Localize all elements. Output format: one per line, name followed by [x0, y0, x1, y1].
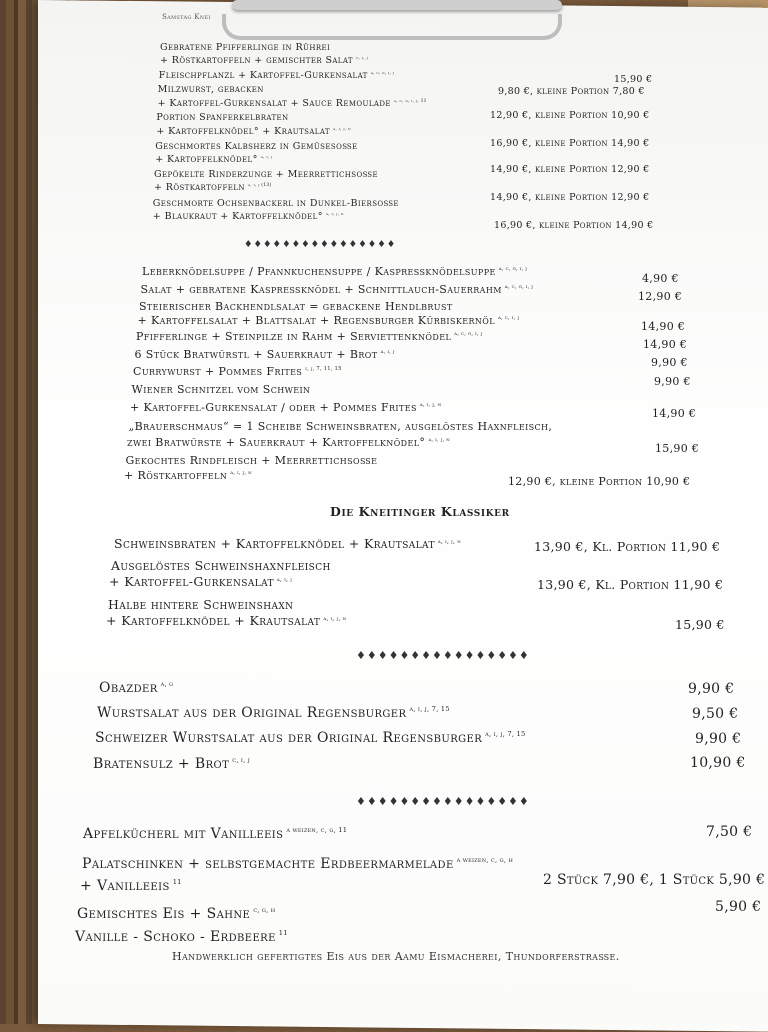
klassiker-1-text: Schweinsbraten + Kartoffelknödel + Krautsalat [114, 536, 435, 551]
dish2-8-text: Wiener Schnitzel vom Schwein [131, 383, 311, 396]
dish-2-line-1 [159, 70, 394, 81]
dish-4-line-1-text: Portion Spanferkelbraten [156, 112, 289, 123]
dish2-5-text: Pfifferlinge + Steinpilze in Rahm + Serviettenknödel [136, 330, 452, 343]
dish2-12 [126, 454, 378, 467]
dish-7-line-1-text: Geschmorte Ochsenbackerl in Dunkel-Biersoße [152, 198, 399, 209]
dessert-2-allergens: a weizen, c, g, h [456, 856, 514, 865]
dish-3-line-2 [158, 98, 427, 109]
dish2-1-price: 4,90 € [642, 272, 679, 285]
dish2-9-text: + Kartoffel-Gurkensalat / oder + Pommes Frites [130, 401, 417, 414]
clip-bar [232, 0, 562, 10]
dish2-11-allergens: a, i, j, n [428, 437, 450, 444]
dish-6-price: 14,90 €, kleine Portion 12,90 € [490, 192, 650, 203]
dish2-6-price: 9,90 € [651, 356, 688, 369]
klassiker-5 [106, 613, 346, 628]
dish2-7 [133, 365, 342, 378]
dish2-7-price: 9,90 € [654, 375, 691, 388]
dish2-5-allergens: a, c, g, i, j [454, 331, 483, 338]
ice-cream-footnote: Handwerklich gefertigtes Eis aus der Aamu Eismacherei, Thundorferstraße. [172, 950, 620, 963]
dish-3-line-1-text: Milzwurst, gebacken [157, 84, 264, 95]
dish2-11-price: 15,90 € [655, 442, 700, 455]
dish2-3 [139, 300, 453, 313]
dish-5-line-1 [155, 141, 357, 152]
dessert-4-text: Gemischtes Eis + Sahne [77, 906, 251, 922]
dish-7-line-2-text: + Blaukraut + Kartoffelknödel° [152, 211, 323, 222]
dish-5-line-2-allergens: a, i, j [260, 154, 273, 160]
dish-7-line-2-allergens: a, i, j, n [325, 211, 344, 217]
dessert-3-allergens: 11 [172, 878, 182, 887]
dish2-12-text: Gekochtes Rindfleisch + Meerrettichsoße [125, 454, 378, 467]
dish-5-line-2 [155, 154, 272, 165]
dish2-8 [132, 383, 311, 396]
dish2-10 [129, 420, 553, 433]
dessert-5-text: Vanille - Schoko - Erdbeere [75, 929, 276, 945]
dish-4-line-2-allergens: a, i, j, n [333, 126, 351, 132]
klassiker-4 [108, 597, 293, 612]
dish-7-line-2 [153, 211, 344, 222]
menu-header-small: Samstag Knei [162, 13, 211, 21]
dish-3-line-2-text: + Kartoffel-Gurkensalat + Sauce Remoulade [157, 98, 391, 109]
dessert-1-allergens: a weizen, c, g, 11 [286, 826, 348, 835]
snack-4-allergens: c, i, j [232, 756, 250, 765]
dish2-2-allergens: a, c, g, i, j [504, 284, 534, 291]
dish-1-price: 15,90 € [614, 74, 653, 85]
dish2-9-price: 14,90 € [652, 407, 697, 420]
klassiker-3 [109, 574, 292, 589]
snack-2-text: Wurstsalat aus der Original Regensburger [97, 705, 407, 721]
dessert-1-text: Apfelkücherl mit Vanilleeis [83, 826, 284, 842]
dish2-2-price: 12,90 € [638, 290, 683, 303]
divider-2: ♦♦♦♦♦♦♦♦♦♦♦♦♦♦♦♦ [356, 649, 530, 662]
dish-4-price: 16,90 €, kleine Portion 14,90 € [490, 138, 650, 149]
klassiker-2-text: Ausgelöstes Schweinshaxnfleisch [111, 558, 331, 573]
snack-1-price: 9,90 € [688, 681, 735, 697]
divider-3: ♦♦♦♦♦♦♦♦♦♦♦♦♦♦♦♦ [356, 795, 530, 808]
dish2-7-allergens: i, j, 7, 11, 15 [305, 366, 342, 373]
dish2-4-allergens: a, c, i, j [497, 315, 520, 322]
dish2-13-text: + Röstkartoffeln [124, 469, 228, 482]
dish-3-line-1 [158, 84, 264, 95]
snack-4-text: Bratensulz + Brot [93, 756, 230, 772]
snack-3-allergens: a, i, j, 7, 15 [485, 730, 526, 739]
dish2-6-text: 6 Stück Bratwürstl + Sauerkraut + Brot [134, 348, 378, 361]
snack-1-allergens: a, g [160, 680, 174, 689]
dish-6-line-1 [154, 169, 378, 180]
snack-2-allergens: a, i, j, 7, 15 [409, 705, 450, 714]
dish2-6-allergens: a, i, j [380, 349, 395, 356]
klassiker-1-allergens: a, i, j, n [437, 537, 461, 545]
dish-5-line-2-text: + Kartoffelknödel° [155, 154, 258, 165]
dessert-1 [83, 826, 347, 842]
dish-2-price: 9,80 €, kleine Portion 7,80 € [498, 86, 645, 97]
dish-2-line-1-text: Fleischpflanzl + Kartoffel-Gurkensalat [158, 70, 368, 81]
dish2-1-allergens: a, c, g, i, j [498, 266, 528, 273]
dish-6-line-2 [154, 182, 271, 193]
dish-1-line-1 [160, 42, 330, 53]
clip-wire [222, 14, 562, 40]
dessert-4-allergens: c, g, h [253, 906, 276, 915]
dessert-2-text: Palatschinken + selbstgemachte Erdbeermarmelade [82, 856, 454, 872]
klassiker-1-price: 13,90 €, Kl. Portion 11,90 € [534, 539, 721, 554]
dessert-4-price: 5,90 € [715, 899, 762, 915]
snack-3 [95, 730, 525, 746]
dish2-11-text: zwei Bratwürste + Sauerkraut + Kartoffelknödel° [127, 436, 426, 449]
dish-6-line-2-allergens: a, i, j (13) [247, 182, 272, 188]
dish2-2 [141, 283, 534, 296]
dessert-2 [82, 856, 513, 872]
dish2-1 [142, 265, 527, 278]
snack-4-price: 10,90 € [690, 755, 746, 771]
snack-1 [99, 680, 173, 696]
dish-3-line-2-allergens: a, c, g, i, j, 11 [393, 98, 427, 104]
dish2-13-allergens: a, i, j, n [230, 470, 252, 477]
dish2-4 [138, 314, 520, 327]
dish-1-line-2-text: + Röstkartoffeln + gemischter Salat [160, 55, 354, 66]
dessert-3-text: + Vanilleeis [80, 878, 170, 894]
klassiker-5-text: + Kartoffelknödel + Krautsalat [106, 613, 321, 628]
klassiker-3-price: 13,90 €, Kl. Portion 11,90 € [537, 577, 724, 592]
dessert-1-price: 7,50 € [706, 824, 753, 840]
dish-5-price: 14,90 €, kleine Portion 12,90 € [490, 164, 650, 175]
dish2-4-text: + Kartoffelsalat + Blattsalat + Regensburger Kürbiskernöl [137, 314, 495, 327]
dish-4-line-2 [156, 126, 350, 137]
dish2-7-text: Currywurst + Pommes Frites [133, 365, 303, 378]
klassiker-1 [114, 536, 461, 551]
dish2-11 [127, 436, 450, 449]
klassiker-3-text: + Kartoffel-Gurkensalat [109, 574, 274, 589]
klassiker-2 [111, 558, 331, 573]
clipboard-clip [222, 0, 567, 46]
snack-2 [97, 705, 450, 721]
dish-4-line-1 [156, 112, 288, 123]
dish2-6 [135, 348, 395, 361]
snack-2-price: 9,50 € [692, 706, 739, 722]
snack-1-text: Obazder [99, 680, 158, 696]
dish2-10-text: „Brauerschmaus“ = 1 Scheibe Schweinsbraten, ausgelöstes Haxnfleisch, [128, 420, 553, 433]
dessert-5-allergens: 11 [278, 929, 288, 938]
dish2-5 [136, 330, 483, 343]
dish-1-line-1-text: Gebratene Pfifferlinge in Rührei [160, 42, 331, 53]
klassiker-4-text: Halbe hintere Schweinshaxn [108, 597, 294, 612]
dish-2-line-1-allergens: a, c, g, i, j [370, 70, 395, 76]
divider-1: ♦♦♦♦♦♦♦♦♦♦♦♦♦♦♦♦ [244, 239, 397, 250]
klassiker-5-price: 15,90 € [675, 617, 725, 632]
dish-1-line-2-allergens: c, i, j [356, 55, 368, 61]
dessert-3 [80, 878, 182, 894]
dish-4-line-2-text: + Kartoffelknödel° + Krautsalat [156, 126, 330, 137]
klassiker-3-allergens: a, i, j [276, 575, 293, 583]
dessert-5 [75, 929, 288, 945]
snack-4 [93, 756, 250, 772]
dish-1-line-2 [160, 55, 368, 66]
dish2-3-text: Steierischer Backhendlsalat = gebackene Hendlbrust [139, 300, 453, 313]
klassiker-heading: Die Kneitinger Klassiker [330, 504, 510, 519]
dish-6-line-2-text: + Röstkartoffeln [154, 182, 245, 193]
dish2-13-price: 12,90 €, kleine Portion 10,90 € [508, 475, 691, 488]
dish-7-price: 16,90 €, kleine Portion 14,90 € [494, 220, 654, 231]
snack-3-text: Schweizer Wurstsalat aus der Original Regensburger [95, 730, 483, 746]
dish2-13 [124, 469, 252, 482]
dessert-4 [77, 906, 275, 922]
dish-3-price: 12,90 €, kleine Portion 10,90 € [490, 110, 650, 121]
dish2-5-price: 14,90 € [643, 338, 688, 351]
dish2-9-allergens: a, i, j, n [419, 402, 442, 409]
dish2-9 [130, 401, 441, 414]
dish2-2-text: Salat + gebratene Kaspressknödel + Schnittlauch-Sauerrahm [140, 283, 502, 296]
dish2-1-text: Leberknödelsuppe / Pfannkuchensuppe / Kaspressknödelsuppe [142, 265, 496, 278]
dish-5-line-1-text: Geschmortes Kalbsherz in Gemüsesoße [155, 141, 358, 152]
klassiker-5-allergens: a, i, j, n [323, 614, 347, 622]
dish-7-line-1 [153, 198, 399, 209]
dessert-3-price: 2 Stück 7,90 €, 1 Stück 5,90 € [543, 872, 766, 888]
dish-6-line-1-text: Gepökelte Rinderzunge + Meerrettichsoße [154, 169, 378, 180]
snack-3-price: 9,90 € [695, 731, 742, 747]
dish2-4-price: 14,90 € [641, 320, 686, 333]
